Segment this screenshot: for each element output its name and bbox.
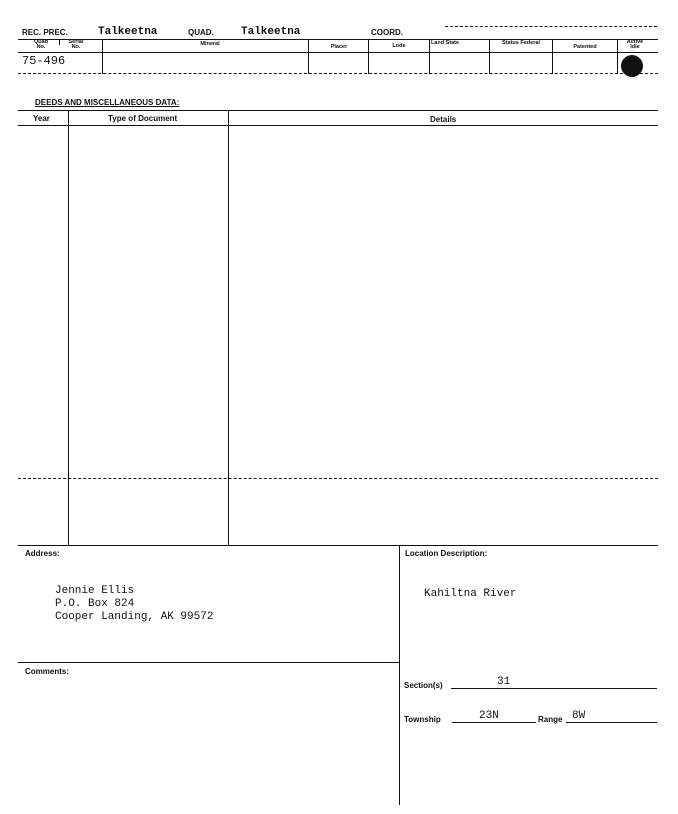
v-lode-land: [429, 39, 430, 74]
header-top-dashed-line: [445, 26, 657, 27]
lode-header: Lode: [392, 43, 406, 49]
v-patented-active: [617, 39, 618, 74]
range-value: 8W: [572, 710, 586, 722]
range-underline: [566, 722, 657, 723]
comments-top-rule: [18, 662, 399, 663]
status-federal-header: Status Federal: [502, 40, 540, 46]
quad-no-header: Quad No.: [33, 39, 49, 50]
address-label: Address:: [25, 549, 60, 558]
quad-serial-value: 75-496: [22, 54, 66, 68]
address-line-3: Cooper Landing, AK 99572: [55, 611, 214, 623]
deeds-section-title: DEEDS AND MISCELLANEOUS DATA:: [35, 98, 180, 107]
v-year-type: [68, 110, 69, 546]
section-underline: [451, 688, 657, 689]
quad-label: QUAD.: [188, 28, 214, 37]
rec-prec-value: Talkeetna: [98, 26, 158, 38]
type-of-document-header: Type of Document: [108, 114, 178, 123]
v-status-patented: [552, 39, 553, 74]
rec-prec-label: REC. PREC.: [22, 28, 68, 37]
v-land-status: [489, 39, 490, 74]
details-header: Details: [430, 115, 457, 124]
mineral-header: Mineral: [200, 41, 220, 47]
record-row-dashed-bottom: [18, 73, 658, 74]
section-label: Section(s): [404, 681, 443, 690]
location-description-value: Kahiltna River: [424, 588, 517, 600]
township-label: Township: [404, 715, 441, 724]
township-underline: [452, 722, 536, 723]
deeds-dashed-separator: [18, 478, 658, 479]
township-value: 23N: [479, 710, 499, 722]
header-rule: [18, 39, 658, 40]
patented-header: Patented: [573, 44, 597, 50]
year-column-header: Year: [33, 114, 50, 123]
address-line-1: Jennie Ellis: [55, 585, 135, 597]
address-line-2: P.O. Box 824: [55, 598, 135, 610]
coord-label: COORD.: [371, 28, 403, 37]
serial-no-header: Serial No.: [68, 39, 84, 50]
v-mineral-placer: [308, 39, 309, 74]
v-serial-mineral: [102, 39, 103, 74]
section-value: 31: [497, 676, 511, 688]
v-placer-lode: [368, 39, 369, 74]
comments-label: Comments:: [25, 667, 70, 676]
address-top-rule: [18, 545, 658, 546]
location-description-label: Location Description:: [405, 549, 488, 558]
placer-header: Placer: [330, 44, 348, 50]
deeds-top-rule: [18, 110, 658, 111]
land-status-header: Land State: [430, 40, 460, 46]
quad-value: Talkeetna: [241, 26, 301, 38]
v-type-details: [228, 110, 229, 546]
active-idle-header: Active Idle: [626, 39, 644, 50]
column-header-rule: [18, 52, 658, 53]
deeds-header-rule: [18, 125, 658, 126]
v-quad-serial: [59, 39, 60, 45]
v-address-location: [399, 545, 400, 805]
range-label: Range: [538, 715, 563, 724]
